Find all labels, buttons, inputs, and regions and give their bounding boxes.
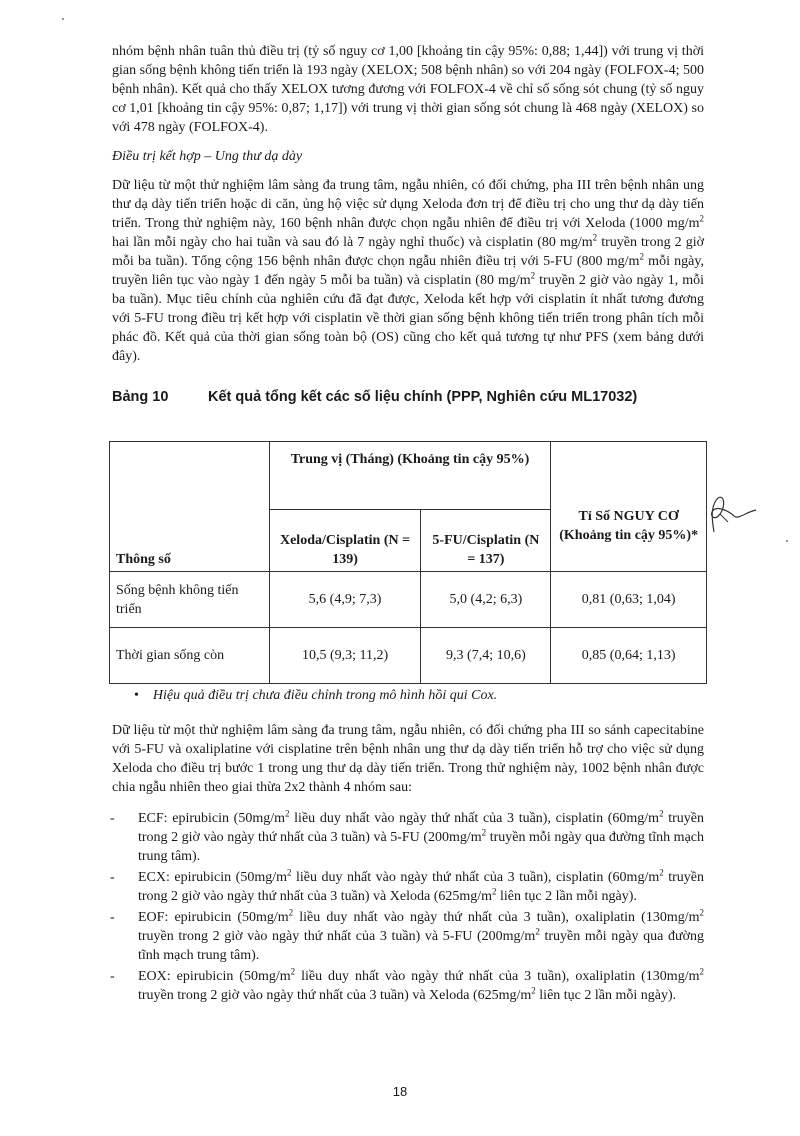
gastric-cancer-paragraph: Dữ liệu từ một thử nghiệm lâm sàng đa trung tâm, ngẫu nhiên, có đối chứng, pha III trên bệnh nhân ung thư dạ dày tiến triển hoặc di căn, ủng hộ việc sử dụng Xeloda đơn trị để điều trị cho ung thư dạ dày tiến triển. Trong thử nghiệm này, 160 bệnh nhân được chọn ngẫu nhiên để điều trị với Xeloda (1000 $mg/m^2$ hai lần mỗi ngày cho hai tuần và sau đó là 7 ngày nghỉ thuốc) và cisplatin (80 $mg/m^2$ truyền trong 2 giờ mỗi ba tuần). Tổng cộng 156 bệnh nhân được chọn ngẫu nhiên điều trị với 5-FU (800 $mg/m^2$ mỗi ngày, truyền liên tục vào ngày 1 đến ngày 5 mỗi ba tuần) và cisplatin (80 $mg/m^2$ truyền 2 giờ vào ngày 1, mỗi ba tuần). Mục tiêu chính của nghiên cứu đã đạt được, Xeloda kết hợp với cisplatin ít nhất tương đương với 5-FU trong điều trị kết hợp với cisplatin về thời gian sống bệnh không tiến triển trong phân tích mỗi phác đồ. Kết quả của thời gian sống toàn bộ (OS) cũng cho kết quả tương tự như PFS (xem bảng dưới đây). [112,178,704,364]
intro-paragraph: nhóm bệnh nhân tuân thủ điều trị (tỷ số nguy cơ 1,00 [khoảng tin cậy 95%: 0,88; 1,44]) với trung vị thời gian sống bệnh không tiến triển là 193 ngày (XELOX; 508 bệnh nhân) so với 204 ngày (FOLFOX-4; 500 bệnh nhân). Kết quả cho thấy XELOX tương đương với FOLFOX-4 về chỉ số sống sót chung (tỷ số nguy cơ 1,01 [khoảng tin cậy 95%: 0,87; 1,17]) với trung vị thời gian sống sót chung là 468 ngày (XELOX) so với 478 ngày (FOLFOX-4). [112,44,704,135]
header-param: Thông số [110,442,270,572]
scan-speck [62,18,64,20]
row-param: Sống bệnh không tiến triển [110,572,270,628]
list-item: - EOX: epirubicin ($50mg/m^2$ liều duy nhất vào ngày thứ nhất của 3 tuần), oxaliplatin ($130mg/m^2$ truyền trong 2 giờ vào ngày thứ nhất của 3 tuần) và Xeloda ($625mg/m^2$ liên tục 2 lần mỗi ngày). [110,966,704,1003]
treatment-group-list [112,809,704,1005]
handwritten-signature [700,492,760,542]
bullet-icon: • [134,688,139,703]
row-hr-value: 0,85 (0,64; 1,13) [551,628,707,684]
footnote-text: Hiệu quả điều trị chưa điều chỉnh trong mô hình hồi qui Cox. [152,688,498,703]
table-number: Bảng 10 [112,389,169,405]
row-5fu-value: 9,3 (7,4; 10,6) [421,628,551,684]
header-xeloda-cisplatin: Xeloda/Cisplatin (N = 139) [269,510,421,572]
row-param: Thời gian sống còn [110,628,270,684]
header-median: Trung vị (Tháng) (Khoảng tin cậy 95%) [269,442,551,510]
second-trial-paragraph: Dữ liệu từ một thử nghiệm lâm sàng đa trung tâm, ngẫu nhiên, có đối chứng pha III so sánh capecitabine với 5-FU và oxaliplatine với cisplatine trên bệnh nhân ung thư dạ dày tiến triển hỗ trợ cho việc sử dụng Xeloda cho điều trị bước 1 trong ung thư dạ dày tiến triển. Trong thử nghiệm này, 1002 bệnh nhân được chia ngẫu nhiên theo giai thừa 2x2 thành 4 nhóm sau: [112,723,704,795]
row-5fu-value: 5,0 (4,2; 6,3) [421,572,551,628]
list-item: - ECX: epirubicin ($50mg/m^2$ liều duy nhất vào ngày thứ nhất của 3 tuần), cisplatin ($60mg/m^2$ truyền trong 2 giờ vào ngày thứ nhất của 3 tuần) và Xeloda ($625mg/m^2$ liên tục 2 lần mỗi ngày). [110,867,704,904]
table-caption [112,388,704,407]
page-number: 18 [392,1084,408,1099]
section-subheading: Điều trị kết hợp – Ung thư dạ dày [112,149,303,164]
table-header-row [110,442,707,510]
document-page [112,42,704,1007]
header-5fu-cisplatin: 5-FU/Cisplatin (N = 137) [421,510,551,572]
dash-icon: - [110,811,115,826]
list-item: - EOF: epirubicin ($50mg/m^2$ liều duy nhất vào ngày thứ nhất của 3 tuần), oxaliplatin ($130mg/m^2$ truyền trong 2 giờ vào ngày thứ nhất của 3 tuần) và 5-FU ($200mg/m^2$ truyền mỗi ngày qua đường tĩnh mạch trung tâm). [110,907,705,963]
row-hr-value: 0,81 (0,63; 1,04) [551,572,707,628]
dash-icon: - [110,969,115,984]
table-title: Kết quả tổng kết các số liệu chính (PPP, Nghiên cứu ML17032) [208,389,638,405]
row-xeloda-value: 5,6 (4,9; 7,3) [269,572,421,628]
table-footnote [134,686,704,705]
dash-icon: - [110,910,115,925]
table-row [110,572,707,628]
table-row [110,628,707,684]
list-item: - ECF: epirubicin ($50mg/m^2$ liều duy nhất vào ngày thứ nhất của 3 tuần), cisplatin ($60mg/m^2$ truyền trong 2 giờ vào ngày thứ nhất của 3 tuần) và 5-FU ($200mg/m^2$ truyền mỗi ngày qua đường tĩnh mạch trung tâm). [110,808,705,864]
dash-icon: - [110,870,115,885]
results-table [109,441,707,684]
header-hazard-ratio: Tỉ Số NGUY CƠ (Khoảng tin cậy 95%)* [551,442,707,572]
row-xeloda-value: 10,5 (9,3; 11,2) [269,628,421,684]
scan-speck [786,540,788,542]
